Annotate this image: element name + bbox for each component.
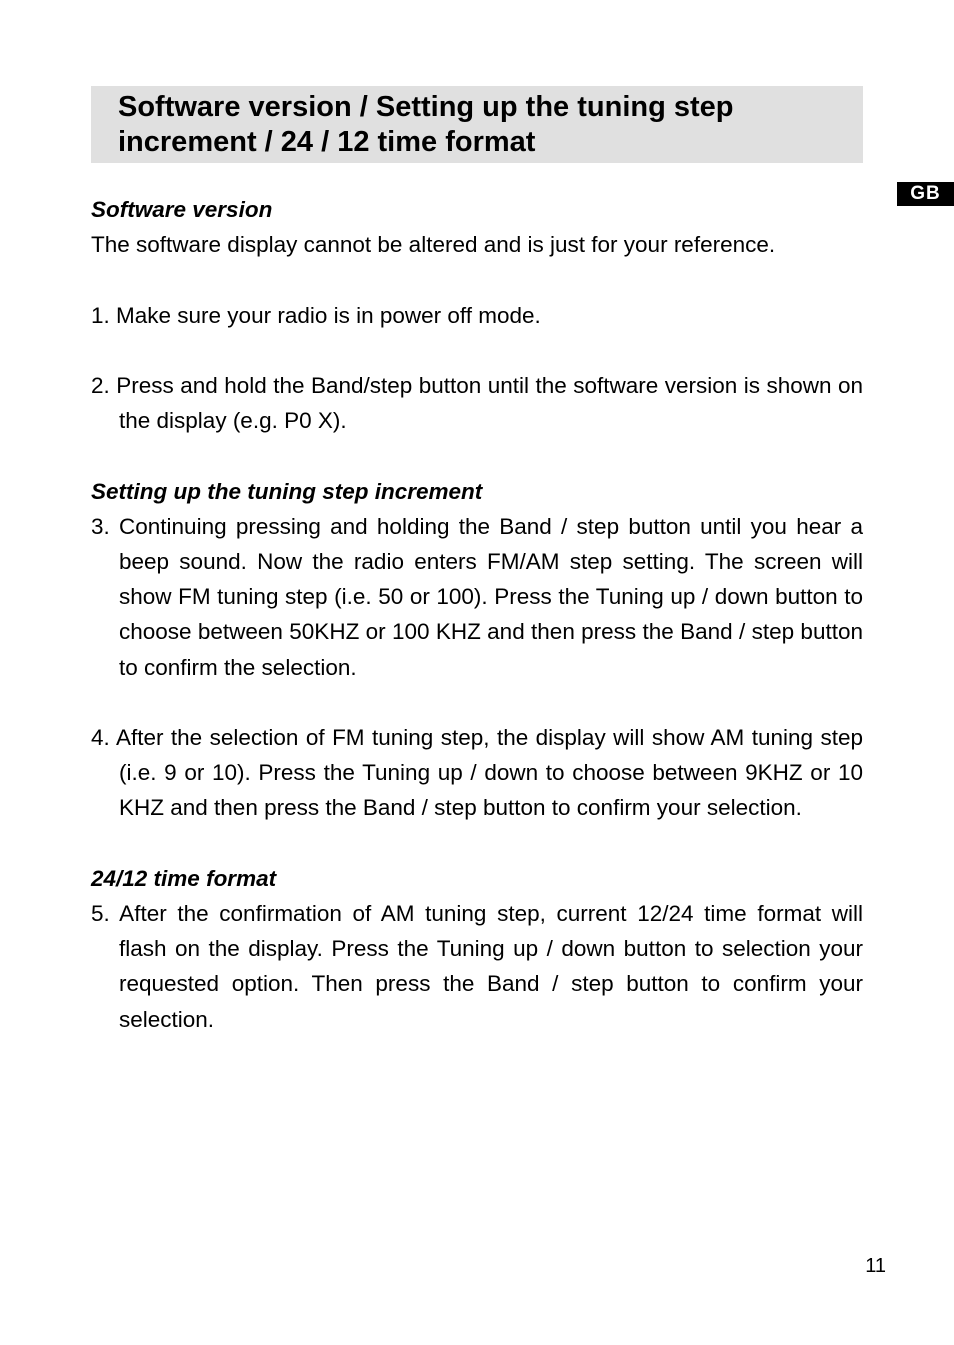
spacer [91, 262, 863, 297]
software-version-heading: Software version [91, 197, 273, 222]
page-title-line-2: increment / 24 / 12 time format [118, 126, 536, 158]
page-title [118, 90, 853, 160]
spacer [91, 826, 863, 861]
page-number: 11 [865, 1255, 886, 1277]
title-banner [91, 86, 863, 163]
spacer [91, 685, 863, 720]
software-version-intro: The software display cannot be altered and is just for your reference. [91, 232, 776, 258]
tuning-step-heading: Setting up the tuning step increment [91, 478, 483, 504]
language-tab: GB [897, 182, 954, 206]
page-title-line-1: Software version / Setting up the tuning step [118, 91, 734, 123]
step-5: 5. After the confirmation of AM tuning step, current 12/24 time format will flash on the display. Press the Tuning up / down button to selection your requested option. Then press the Band / step button to confirm your selection. [91, 900, 863, 1032]
spacer [91, 438, 863, 473]
spacer [91, 333, 863, 368]
time-format-heading: 24/12 time format [91, 865, 277, 891]
step-4: 4. After the selection of FM tuning step, the display will show AM tuning step (i.e. 9 or 10). Press the Tuning up / down to choose between 9KHZ or 10 KHZ and then press the Band / step button to confirm your selection. [91, 724, 863, 821]
page-content [91, 192, 863, 1037]
step-1: 1. Make sure your radio is in power off mode. [91, 302, 541, 328]
step-2: 2. Press and hold the Band/step button until the software version is shown on the display (e.g. P0 X). [91, 372, 863, 434]
step-3: 3. Continuing pressing and holding the Band / step button until you hear a beep sound. Now the radio enters FM/AM step setting. The screen will show FM tuning step (i.e. 50 or 100). Press the Tuning up / down button to choose between 50KHZ or 100 KHZ and then press the Band / step button to confirm the selection. [91, 513, 863, 680]
